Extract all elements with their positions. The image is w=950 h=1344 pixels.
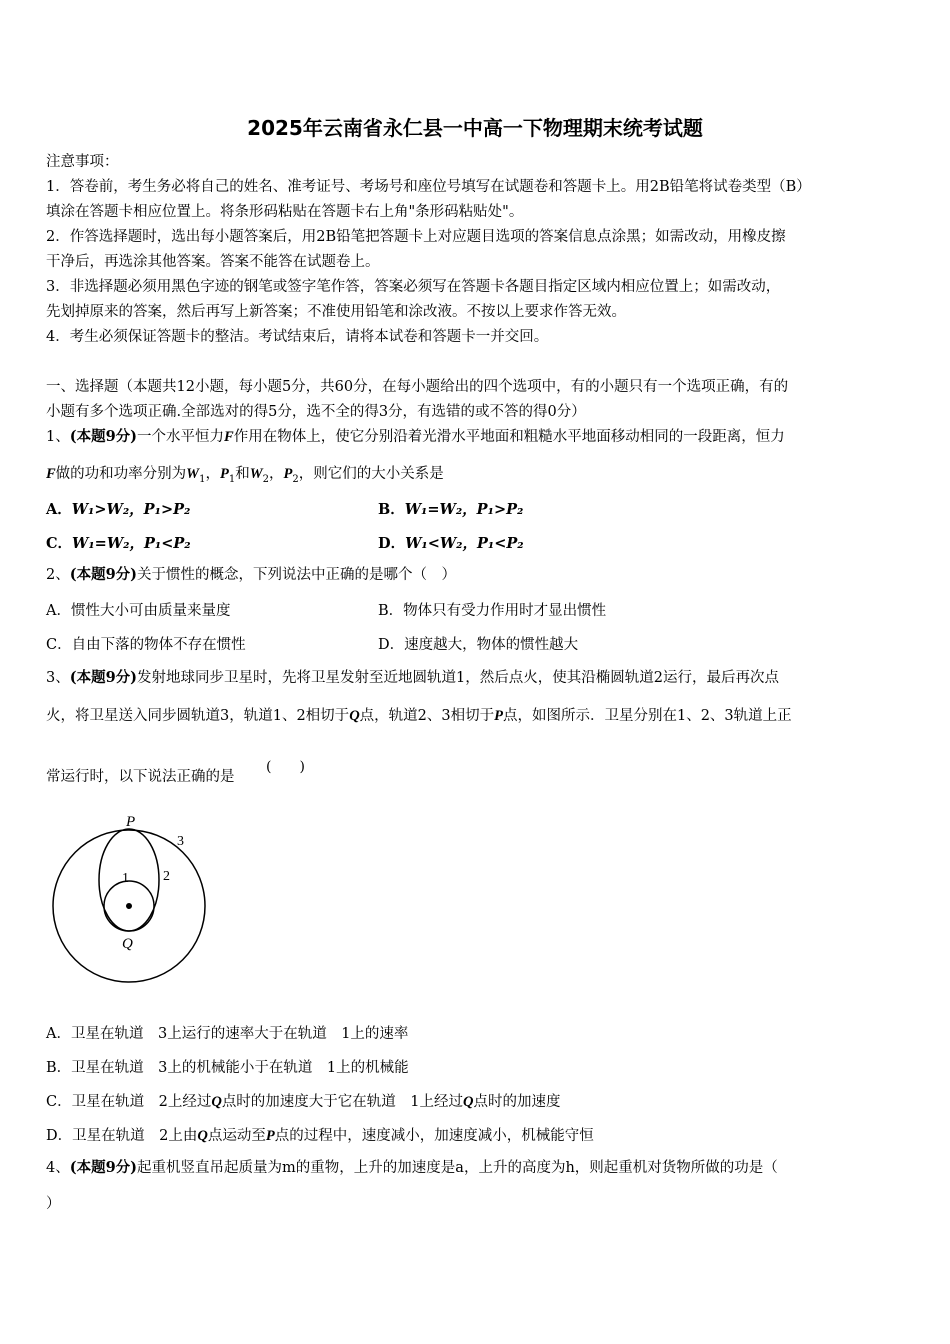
q1-sep1: ， bbox=[205, 466, 220, 482]
notice-line-1: 1．答卷前，考生务必将自己的姓名、准考证号、考场号和座位号填写在试题卷和答题卡上。用2B铅笔将试卷类型（B） bbox=[46, 179, 811, 195]
q1-option-b-text: W₁=W₂，P₁>P₂ bbox=[404, 501, 524, 518]
q1-P1-sub: 1 bbox=[228, 473, 236, 485]
section-line-2: 小题有多个选项正确.全部选对的得5分，选不全的得3分，有选错的或不答的得0分） bbox=[46, 404, 586, 420]
q3-P: P bbox=[494, 708, 503, 724]
q1-line-2 bbox=[46, 464, 908, 490]
q1-F2: F bbox=[46, 466, 56, 482]
q3-option-d[interactable] bbox=[46, 1124, 594, 1145]
notice-line-2: 填涂在答题卡相应位置上。将条形码粘贴在答题卡右上角"条形码粘贴处"。 bbox=[46, 204, 524, 220]
q1-option-d-text: W₁<W₂，P₁<P₂ bbox=[405, 535, 524, 552]
q3-line-1 bbox=[46, 668, 908, 688]
q3-option-d-c: 点的过程中，速度减小，加速度减小，机械能守恒 bbox=[274, 1128, 594, 1144]
q1-W1: W bbox=[186, 466, 200, 482]
q3-option-d-P: P bbox=[265, 1128, 275, 1144]
q4-score: (本题9分) bbox=[69, 1159, 138, 1176]
q3-option-c-Q2: Q bbox=[463, 1094, 474, 1110]
q1-number: 1、 bbox=[46, 429, 70, 445]
q3-number: 3、 bbox=[46, 670, 70, 686]
q2-option-b[interactable]: B．物体只有受力作用时才显出惯性 bbox=[378, 603, 607, 619]
q1-W2-sub: 2 bbox=[262, 473, 269, 485]
q2-option-c[interactable]: C．自由下落的物体不存在惯性 bbox=[46, 637, 246, 653]
q1-P1: P bbox=[219, 466, 229, 482]
q1-P2-sub: 2 bbox=[292, 473, 299, 485]
notice-heading: 注意事项： bbox=[46, 154, 119, 170]
q1-F: F bbox=[224, 429, 234, 445]
q3-answer-bracket: ( ) bbox=[266, 759, 305, 775]
q1-option-d-label: D． bbox=[378, 535, 406, 552]
q1-option-d[interactable] bbox=[378, 532, 524, 553]
q1-text-d: ，则它们的大小关系是 bbox=[298, 466, 444, 482]
label-orbit-3: 3 bbox=[177, 834, 184, 849]
notice-line-4: 干净后，再选涂其他答案。答案不能答在试题卷上。 bbox=[46, 254, 380, 270]
q1-W1-sub: 1 bbox=[199, 473, 206, 485]
q4-line-2: ） bbox=[46, 1196, 61, 1212]
label-Q: Q bbox=[122, 936, 133, 952]
q3-option-c-a: C．卫星在轨道 2上经过 bbox=[46, 1094, 212, 1110]
q1-sep2: ， bbox=[268, 466, 284, 482]
q1-option-a-text: W₁>W₂，P₁>P₂ bbox=[71, 501, 191, 518]
q1-and: 和 bbox=[235, 466, 250, 482]
q2-option-a[interactable]: A．惯性大小可由质量来量度 bbox=[46, 603, 231, 619]
q1-P2: P bbox=[283, 466, 293, 482]
q3-text-b: 火，将卫星送入同步圆轨道3，轨道1、2相切于 bbox=[46, 708, 350, 724]
q3-text-a: 发射地球同步卫星时，先将卫星发射至近地圆轨道1，然后点火，使其沿椭圆轨道2运行，最后再次点 bbox=[137, 670, 779, 686]
notice-line-3: 2．作答选择题时，选出每小题答案后，用2B铅笔把答题卡上对应题目选项的答案信息点涂黑；如需改动，用橡皮擦 bbox=[46, 229, 786, 245]
q3-text-c: 点，轨道2、3相切于 bbox=[359, 708, 495, 724]
q3-Q: Q bbox=[349, 708, 360, 724]
q3-text-d: 点，如图所示．卫星分别在1、2、3轨道上正 bbox=[502, 708, 792, 724]
q3-line-3: 常运行时，以下说法正确的是 bbox=[46, 769, 235, 785]
q3-line-2 bbox=[46, 706, 908, 726]
q2-stem bbox=[46, 565, 908, 585]
q1-text-b: 作用在物体上，使它分别沿着光滑水平地面和粗糙水平地面移动相同的一段距离，恒力 bbox=[233, 429, 785, 445]
q1-option-c-text: W₁=W₂，P₁<P₂ bbox=[72, 535, 191, 552]
q1-W2: W bbox=[249, 466, 263, 482]
label-orbit-1: 1 bbox=[122, 871, 129, 886]
label-orbit-2: 2 bbox=[163, 869, 170, 884]
q3-option-d-Q: Q bbox=[197, 1128, 208, 1144]
q2-option-d[interactable]: D．速度越大，物体的惯性越大 bbox=[378, 637, 579, 653]
section-line-1: 一、选择题（本题共12小题，每小题5分，共60分，在每小题给出的四个选项中，有的小题只有一个选项正确，有的 bbox=[46, 379, 789, 395]
q1-option-b-label: B． bbox=[378, 501, 405, 518]
q2-number: 2、 bbox=[46, 567, 70, 583]
q2-stem-text: 关于惯性的概念，下列说法中正确的是哪个（ ） bbox=[137, 567, 457, 583]
q3-option-a[interactable]: A．卫星在轨道 3上运行的速率大于在轨道 1上的速率 bbox=[46, 1026, 409, 1042]
q4-text-a: 起重机竖直吊起质量为m的重物，上升的加速度是a，上升的高度为h，则起重机对货物所做的功是（ bbox=[137, 1160, 778, 1176]
q3-option-c[interactable] bbox=[46, 1090, 561, 1111]
q1-text-a: 一个水平恒力 bbox=[137, 429, 225, 445]
notice-line-7: 4．考生必须保证答题卡的整洁。考试结束后，请将本试卷和答题卡一并交回。 bbox=[46, 329, 549, 345]
label-P: P bbox=[126, 814, 136, 830]
q1-option-c-label: C． bbox=[46, 535, 73, 552]
q3-option-b[interactable]: B．卫星在轨道 3上的机械能小于在轨道 1上的机械能 bbox=[46, 1060, 409, 1076]
q1-option-b[interactable] bbox=[378, 498, 523, 519]
q3-option-c-c: 点时的加速度 bbox=[473, 1094, 561, 1110]
q3-option-d-b: 点运动至 bbox=[207, 1128, 266, 1144]
earth-center-dot bbox=[126, 903, 132, 909]
q3-option-c-Q1: Q bbox=[211, 1094, 222, 1110]
notice-line-6: 先划掉原来的答案，然后再写上新答案；不准使用铅笔和涂改液。不按以上要求作答无效。 bbox=[46, 304, 626, 320]
q4-line-1 bbox=[46, 1158, 908, 1178]
page-title: 2025年云南省永仁县一中高一下物理期末统考试题 bbox=[247, 116, 703, 140]
q4-number: 4、 bbox=[46, 1160, 70, 1176]
orbit-2-ellipse bbox=[99, 829, 159, 931]
q3-option-d-a: D．卫星在轨道 2上由 bbox=[46, 1128, 198, 1144]
q2-score: (本题9分) bbox=[69, 566, 138, 583]
q3-option-c-b: 点时的加速度大于它在轨道 1上经过 bbox=[221, 1094, 464, 1110]
q1-option-c[interactable] bbox=[46, 532, 191, 553]
q1-option-a-label: A． bbox=[46, 501, 72, 518]
notice-line-5: 3．非选择题必须用黑色字迹的钢笔或签字笔作答，答案必须写在答题卡各题目指定区域内相应位置上；如需改动， bbox=[46, 279, 781, 295]
q1-line-1 bbox=[46, 427, 908, 447]
q1-text-c: 做的功和功率分别为 bbox=[55, 466, 187, 482]
q3-score: (本题9分) bbox=[69, 669, 138, 686]
q1-score: (本题9分) bbox=[69, 428, 138, 445]
orbit-diagram bbox=[44, 808, 214, 988]
q1-option-a[interactable] bbox=[46, 498, 190, 519]
